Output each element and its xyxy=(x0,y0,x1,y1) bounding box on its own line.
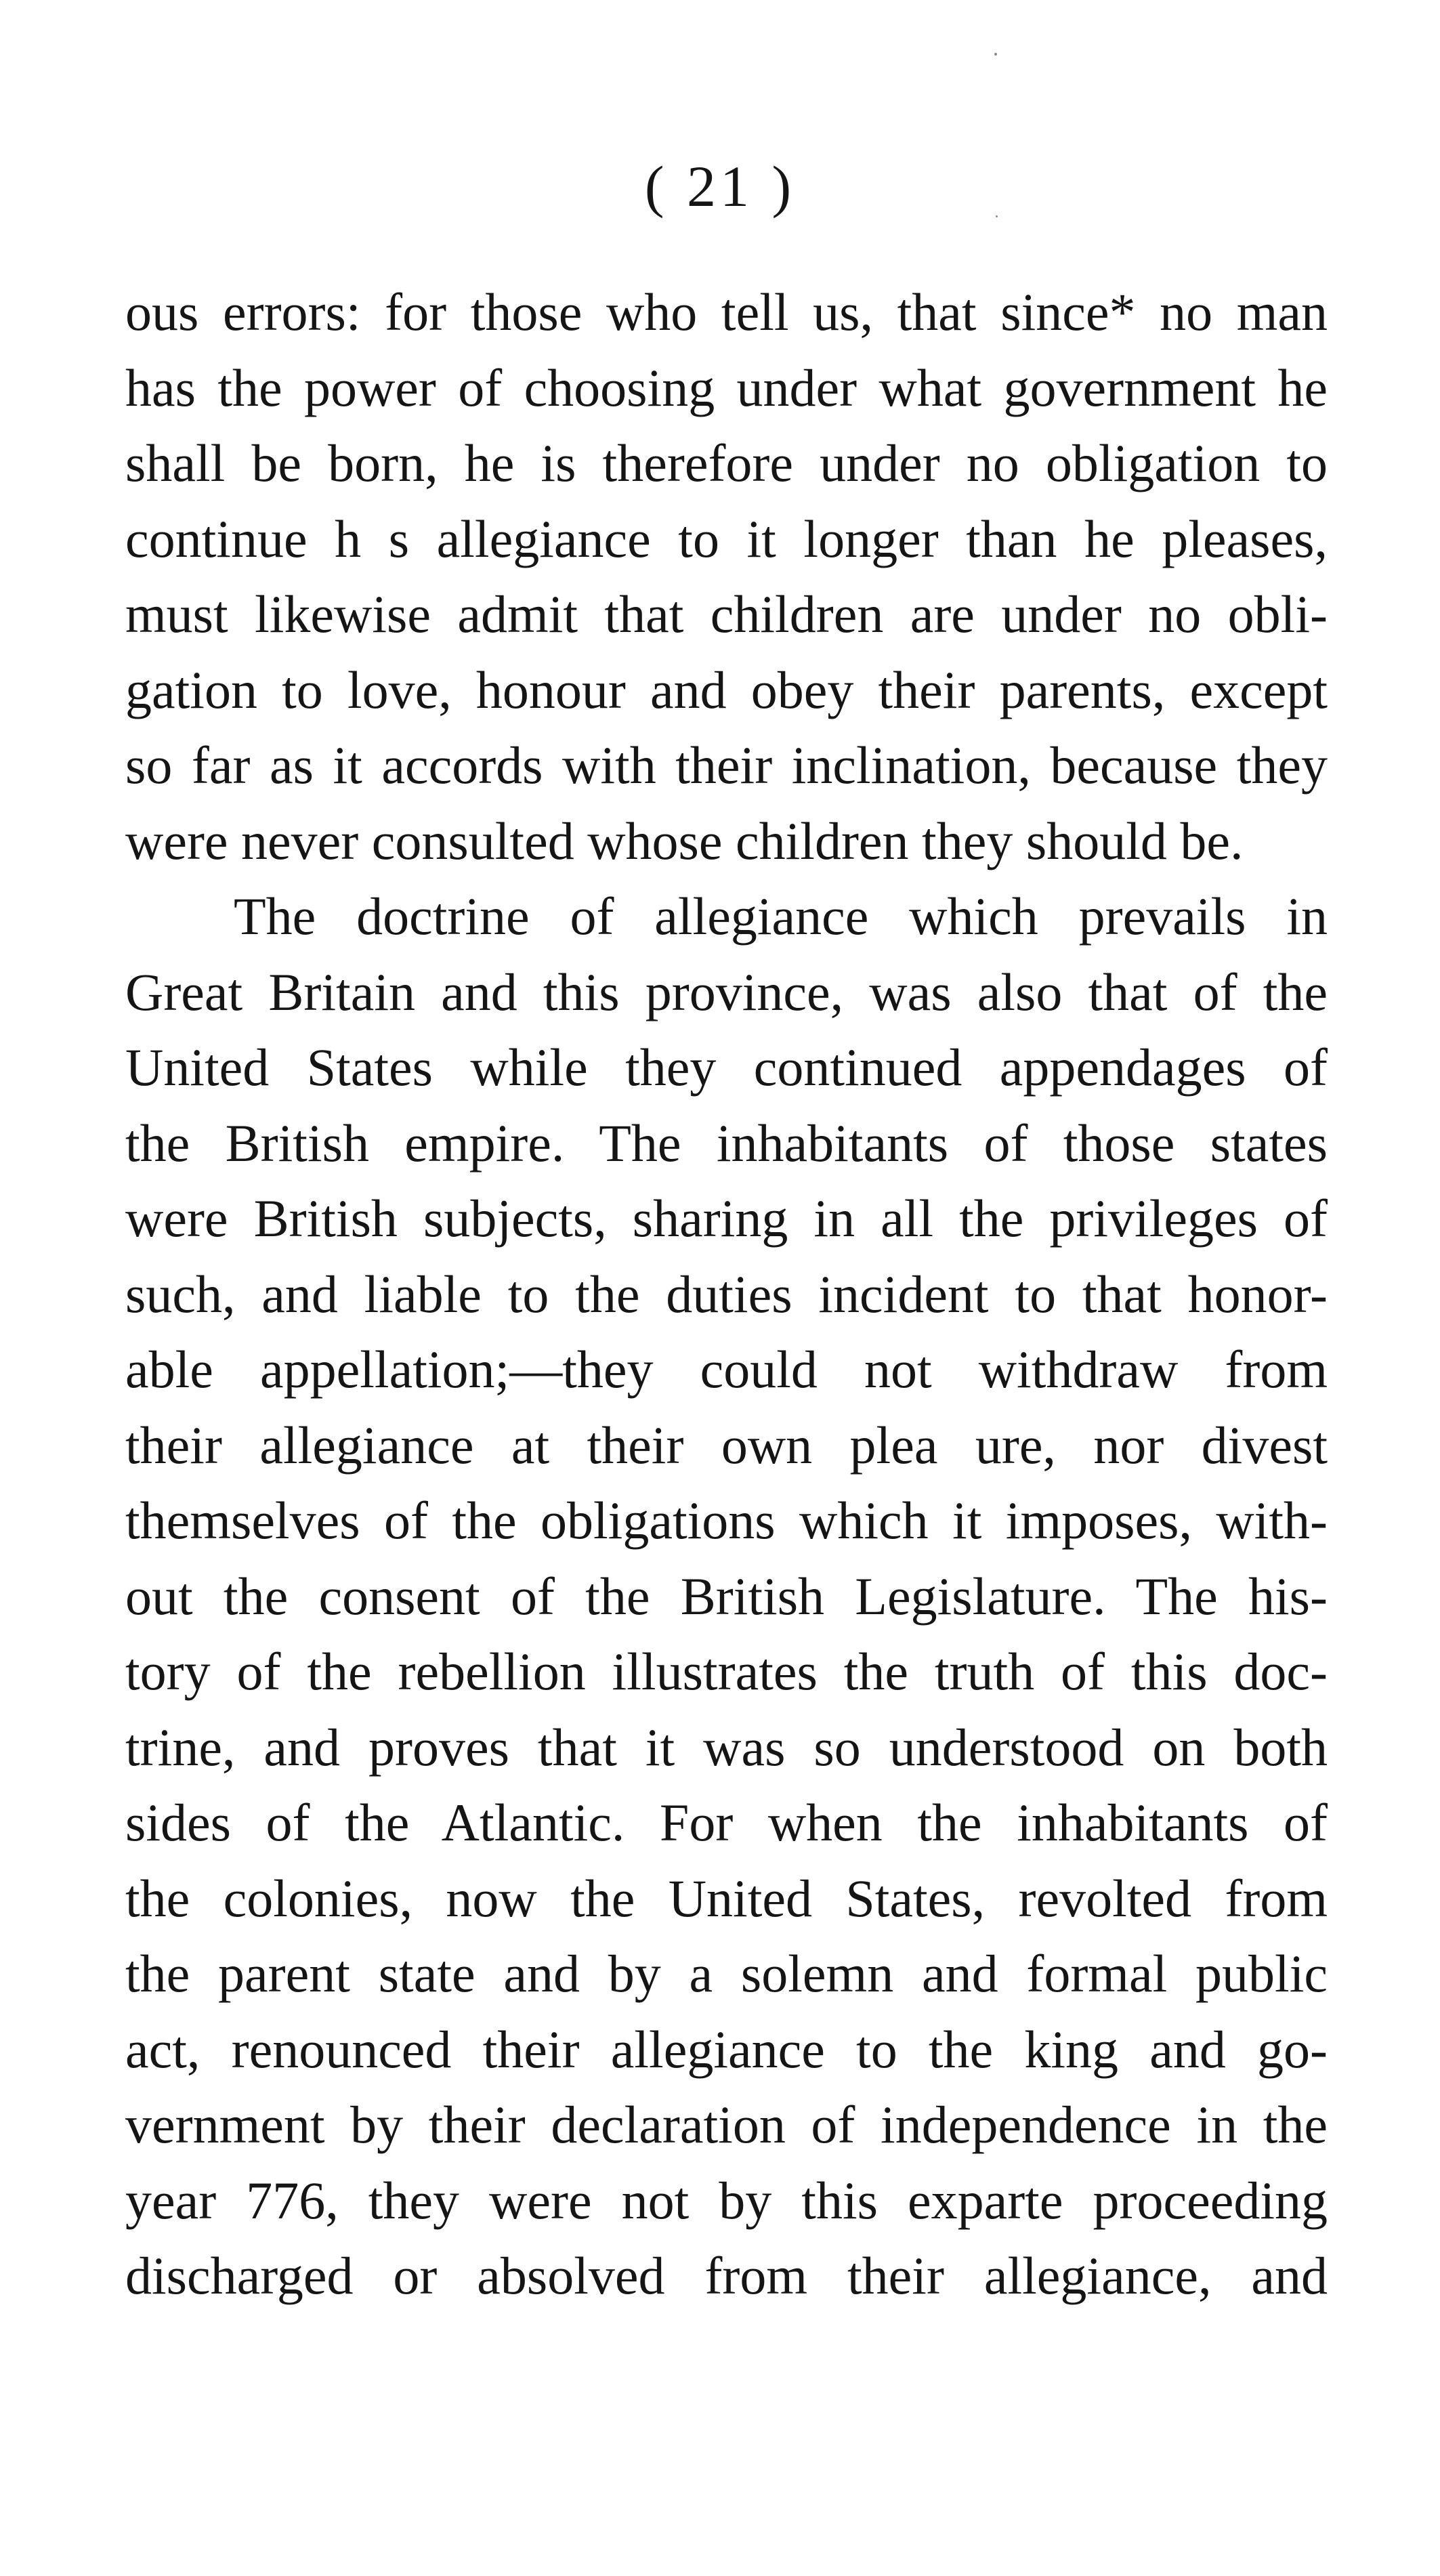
page-number: ( 21 ) xyxy=(644,154,796,219)
print-speck xyxy=(996,215,998,217)
text-line: The doctrine of allegiance which prevails in xyxy=(234,887,1328,946)
text-line: the British empire. The inhabitants of those states xyxy=(125,1113,1328,1173)
text-line: the colonies, now the United States, revolted from xyxy=(125,1868,1328,1928)
text-line: shall be born, he is therefore under no obligation to xyxy=(125,434,1328,492)
text-line: trine, and proves that it was so understood on both xyxy=(125,1717,1328,1777)
text-line: the parent state and by a solemn and formal public xyxy=(125,1944,1328,2003)
text-line: their allegiance at their own plea ure, nor divest xyxy=(125,1415,1328,1475)
text-line: discharged or absolved from their allegiance, and xyxy=(125,2246,1328,2305)
text-line: able appellation;—they could not withdraw from xyxy=(125,1340,1328,1399)
body-text xyxy=(125,274,1328,2314)
text-line: year 776, they were not by this exparte proceeding xyxy=(125,2170,1328,2230)
text-line: continue h s allegiance to it longer than he pleases, xyxy=(125,509,1328,568)
text-line: vernment by their declaration of independence in the xyxy=(125,2095,1328,2154)
text-line: must likewise admit that children are under no obli- xyxy=(125,585,1328,643)
text-line: act, renounced their allegiance to the king and go- xyxy=(125,2019,1328,2079)
text-line: out the consent of the British Legislature. The his- xyxy=(125,1566,1328,1626)
text-line: has the power of choosing under what government he xyxy=(125,358,1328,417)
text-line: so far as it accords with their inclination, because they xyxy=(125,736,1328,795)
text-line: gation to love, honour and obey their parents, except xyxy=(125,660,1328,719)
text-line: Great Britain and this province, was also that of the xyxy=(125,962,1328,1021)
text-line: were British subjects, sharing in all the privileges of xyxy=(125,1189,1328,1248)
text-line: such, and liable to the duties incident to that honor- xyxy=(125,1264,1328,1324)
print-speck xyxy=(994,53,997,56)
text-line: sides of the Atlantic. For when the inhabitants of xyxy=(125,1793,1328,1852)
text-line: themselves of the obligations which it imposes, with- xyxy=(125,1491,1328,1550)
text-line: ous errors: for those who tell us, that since* no man xyxy=(125,282,1328,341)
text-line: were never consulted whose children they should be. xyxy=(125,811,1244,870)
text-line: United States while they continued appendages of xyxy=(125,1038,1328,1097)
text-line: tory of the rebellion illustrates the truth of this doc- xyxy=(125,1642,1328,1701)
